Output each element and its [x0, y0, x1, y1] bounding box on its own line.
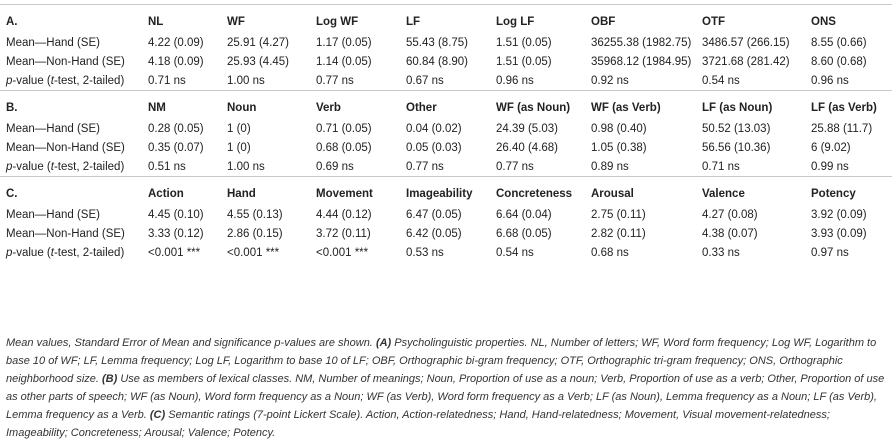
- table-cell: 56.56 (10.36): [702, 141, 771, 154]
- table-cell: 1.51 (0.05): [496, 55, 552, 68]
- row-label-part: -value (: [12, 160, 51, 173]
- section-letter: C.: [6, 188, 18, 200]
- table-cell: 1.14 (0.05): [316, 55, 372, 68]
- row-label: Mean—Hand (SE): [6, 122, 100, 135]
- table-cell: 0.96 ns: [496, 74, 534, 87]
- table-cell: 0.92 ns: [591, 74, 629, 87]
- table-row: [0, 138, 892, 157]
- table-cell: 1.00 ns: [227, 74, 265, 87]
- column-header: ONS: [811, 16, 836, 28]
- table-caption: [6, 334, 886, 442]
- column-header: Action: [148, 188, 184, 200]
- table-row: [0, 52, 892, 71]
- table-cell: 25.88 (11.7): [811, 122, 873, 135]
- table-cell: 1.51 (0.05): [496, 36, 552, 49]
- caption-text-b: Use as members of lexical classes. NM, Number of meanings; Noun, Proportion of use as a noun; Verb, Proportion of use as a verb; Other, Proportion of use as other parts of speech; WF (as Noun), Word form frequency as a Noun; WF (as Verb), Word form frequency as a Verb; LF (as Noun), Lemma frequency as a Noun; LF (as Verb), Lemma frequency as a Verb.: [6, 373, 885, 421]
- table-cell: 60.84 (8.90): [406, 55, 469, 68]
- caption-intro: Mean values, Standard Error of Mean and significance p-values are shown.: [6, 337, 376, 349]
- row-label-t: t: [50, 160, 54, 173]
- table-cell: 8.60 (0.68): [811, 55, 867, 68]
- table-cell: 1 (0): [227, 122, 251, 135]
- table-cell: 0.98 (0.40): [591, 122, 647, 135]
- table-cell: 0.89 ns: [591, 160, 629, 173]
- table-cell: 3.92 (0.09): [811, 208, 867, 221]
- table-cell: 4.18 (0.09): [148, 55, 204, 68]
- table-row: [0, 243, 892, 262]
- row-label-p: p: [6, 246, 13, 259]
- table-cell: 4.38 (0.07): [702, 227, 758, 240]
- table-row: [0, 205, 892, 224]
- row-label-p: p: [6, 74, 13, 87]
- table-cell: 0.33 ns: [702, 246, 740, 259]
- table-cell: <0.001 ***: [148, 246, 201, 259]
- caption-tag-b: (B): [102, 373, 118, 385]
- column-header: WF: [227, 16, 245, 28]
- row-label: Mean—Non-Hand (SE): [6, 141, 125, 154]
- table-row: [0, 157, 892, 177]
- column-header: Hand: [227, 188, 256, 200]
- table-cell: 0.68 ns: [591, 246, 629, 259]
- column-header: LF (as Verb): [811, 102, 877, 114]
- row-label: [0, 71, 142, 91]
- table-cell: 26.40 (4.68): [496, 141, 559, 154]
- table-cell: 0.54 ns: [702, 74, 740, 87]
- column-header: Verb: [316, 102, 341, 114]
- table-cell: 4.22 (0.09): [148, 36, 204, 49]
- row-label-part: -value (: [12, 246, 51, 259]
- table-cell: 35968.12 (1984.95): [591, 55, 692, 68]
- table-cell: 6.42 (0.05): [406, 227, 462, 240]
- caption-text-c: Semantic ratings (7-point Lickert Scale). Action, Action-relatedness; Hand, Hand-relatedness; Movement, Visual movement-relatedness; Imageability; Concreteness; Arousal; Valence; Potency.: [6, 409, 830, 439]
- column-header: Imageability: [406, 188, 473, 200]
- table-cell: 0.28 (0.05): [148, 122, 204, 135]
- column-header: LF (as Noun): [702, 102, 773, 114]
- table-cell: 0.77 ns: [316, 74, 354, 87]
- table-cell: 0.77 ns: [496, 160, 534, 173]
- column-header: WF (as Verb): [591, 102, 661, 114]
- table-cell: 4.55 (0.13): [227, 208, 283, 221]
- table-cell: 0.51 ns: [148, 160, 186, 173]
- column-header: OTF: [702, 16, 725, 28]
- table-cell: 1.17 (0.05): [316, 36, 372, 49]
- table-cell: 1.00 ns: [227, 160, 265, 173]
- row-label: Mean—Hand (SE): [6, 208, 100, 221]
- table-cell: 0.99 ns: [811, 160, 849, 173]
- column-header: Valence: [702, 188, 745, 200]
- column-header: WF (as Noun): [496, 102, 571, 114]
- section-header-row: [0, 97, 892, 119]
- column-header: OBF: [591, 16, 616, 28]
- table-cell: 1.05 (0.38): [591, 141, 647, 154]
- table-cell: <0.001 ***: [316, 246, 369, 259]
- row-label: Mean—Hand (SE): [6, 36, 100, 49]
- table-cell: 3721.68 (281.42): [702, 55, 790, 68]
- table-cell: 0.71 ns: [702, 160, 740, 173]
- column-header: NM: [148, 102, 166, 114]
- row-label: Mean—Non-Hand (SE): [6, 55, 125, 68]
- table-cell: 0.68 (0.05): [316, 141, 372, 154]
- table-row: [0, 224, 892, 243]
- table-cell: 4.45 (0.10): [148, 208, 204, 221]
- column-header: Movement: [316, 188, 373, 200]
- row-label-t: t: [50, 246, 54, 259]
- column-header: NL: [148, 16, 164, 28]
- table-cell: 4.44 (0.12): [316, 208, 372, 221]
- section-header-row: [0, 11, 892, 33]
- table-cell: 2.82 (0.11): [591, 227, 646, 240]
- table-cell: 2.86 (0.15): [227, 227, 283, 240]
- table-cell: 3.93 (0.09): [811, 227, 867, 240]
- table-cell: 3.72 (0.11): [316, 227, 371, 240]
- row-label: [0, 157, 142, 177]
- table-row: [0, 33, 892, 52]
- table-cell: 6.47 (0.05): [406, 208, 462, 221]
- column-header: Arousal: [591, 188, 634, 200]
- table-cell: 0.54 ns: [496, 246, 534, 259]
- table-cell: 2.75 (0.11): [591, 208, 646, 221]
- section-letter: A.: [6, 16, 18, 28]
- row-label-part: -test, 2-tailed): [53, 74, 125, 87]
- row-label: Mean—Non-Hand (SE): [6, 227, 125, 240]
- table-cell: 25.93 (4.45): [227, 55, 290, 68]
- table-cell: 0.53 ns: [406, 246, 444, 259]
- row-label-p: p: [6, 160, 13, 173]
- caption-tag-a: (A): [375, 337, 392, 349]
- table-cell: 0.67 ns: [406, 74, 444, 87]
- section-header-row: [0, 183, 892, 205]
- column-header: Log LF: [496, 16, 535, 28]
- table-cell: 0.05 (0.03): [406, 141, 462, 154]
- column-header: Concreteness: [496, 188, 573, 200]
- row-label-part: -test, 2-tailed): [53, 246, 125, 259]
- row-label: [0, 243, 142, 262]
- stats-table: [0, 4, 892, 262]
- table-cell: 55.43 (8.75): [406, 36, 469, 49]
- table-cell: 0.04 (0.02): [406, 122, 462, 135]
- table-cell: 8.55 (0.66): [811, 36, 867, 49]
- table-row: [0, 119, 892, 138]
- table-cell: 0.97 ns: [811, 246, 849, 259]
- table-cell: 1 (0): [227, 141, 251, 154]
- table-cell: 50.52 (13.03): [702, 122, 771, 135]
- column-header: Log WF: [316, 16, 359, 28]
- column-header: Other: [406, 102, 437, 114]
- row-label-part: -value (: [12, 74, 51, 87]
- table-cell: 0.71 (0.05): [316, 122, 372, 135]
- table-cell: 4.27 (0.08): [702, 208, 758, 221]
- table-cell: 6 (9.02): [811, 141, 851, 154]
- table-cell: 3.33 (0.12): [148, 227, 204, 240]
- table-cell: 6.64 (0.04): [496, 208, 552, 221]
- section-letter: B.: [6, 102, 18, 114]
- stats-table-body: [0, 5, 892, 263]
- table-cell: 6.68 (0.05): [496, 227, 552, 240]
- table-cell: 36255.38 (1982.75): [591, 36, 692, 49]
- caption-text-a: Psycholinguistic properties. NL, Number of letters; WF, Word form frequency; Log WF, Logarithm to base 10 of WF; LF, Lemma frequency; Log LF, Logarithm to base 10 of LF; OBF, Orthographic bi-gram frequency; OTF, Orthographic tri-gram frequency; ONS, Orthographic neighborhood size.: [6, 337, 877, 385]
- table-row: [0, 71, 892, 91]
- caption-tag-c: (C): [149, 409, 166, 421]
- row-label-t: t: [50, 74, 54, 87]
- column-header: Potency: [811, 188, 856, 200]
- table-cell: 25.91 (4.27): [227, 36, 290, 49]
- table-cell: 0.71 ns: [148, 74, 186, 87]
- table-cell: 0.77 ns: [406, 160, 444, 173]
- row-label-part: -test, 2-tailed): [53, 160, 125, 173]
- table-cell: 0.69 ns: [316, 160, 354, 173]
- column-header: Noun: [227, 102, 257, 114]
- table-cell: 0.96 ns: [811, 74, 849, 87]
- column-header: LF: [406, 16, 421, 28]
- table-cell: 24.39 (5.03): [496, 122, 559, 135]
- table-cell: <0.001 ***: [227, 246, 280, 259]
- table-cell: 0.35 (0.07): [148, 141, 204, 154]
- table-cell: 3486.57 (266.15): [702, 36, 790, 49]
